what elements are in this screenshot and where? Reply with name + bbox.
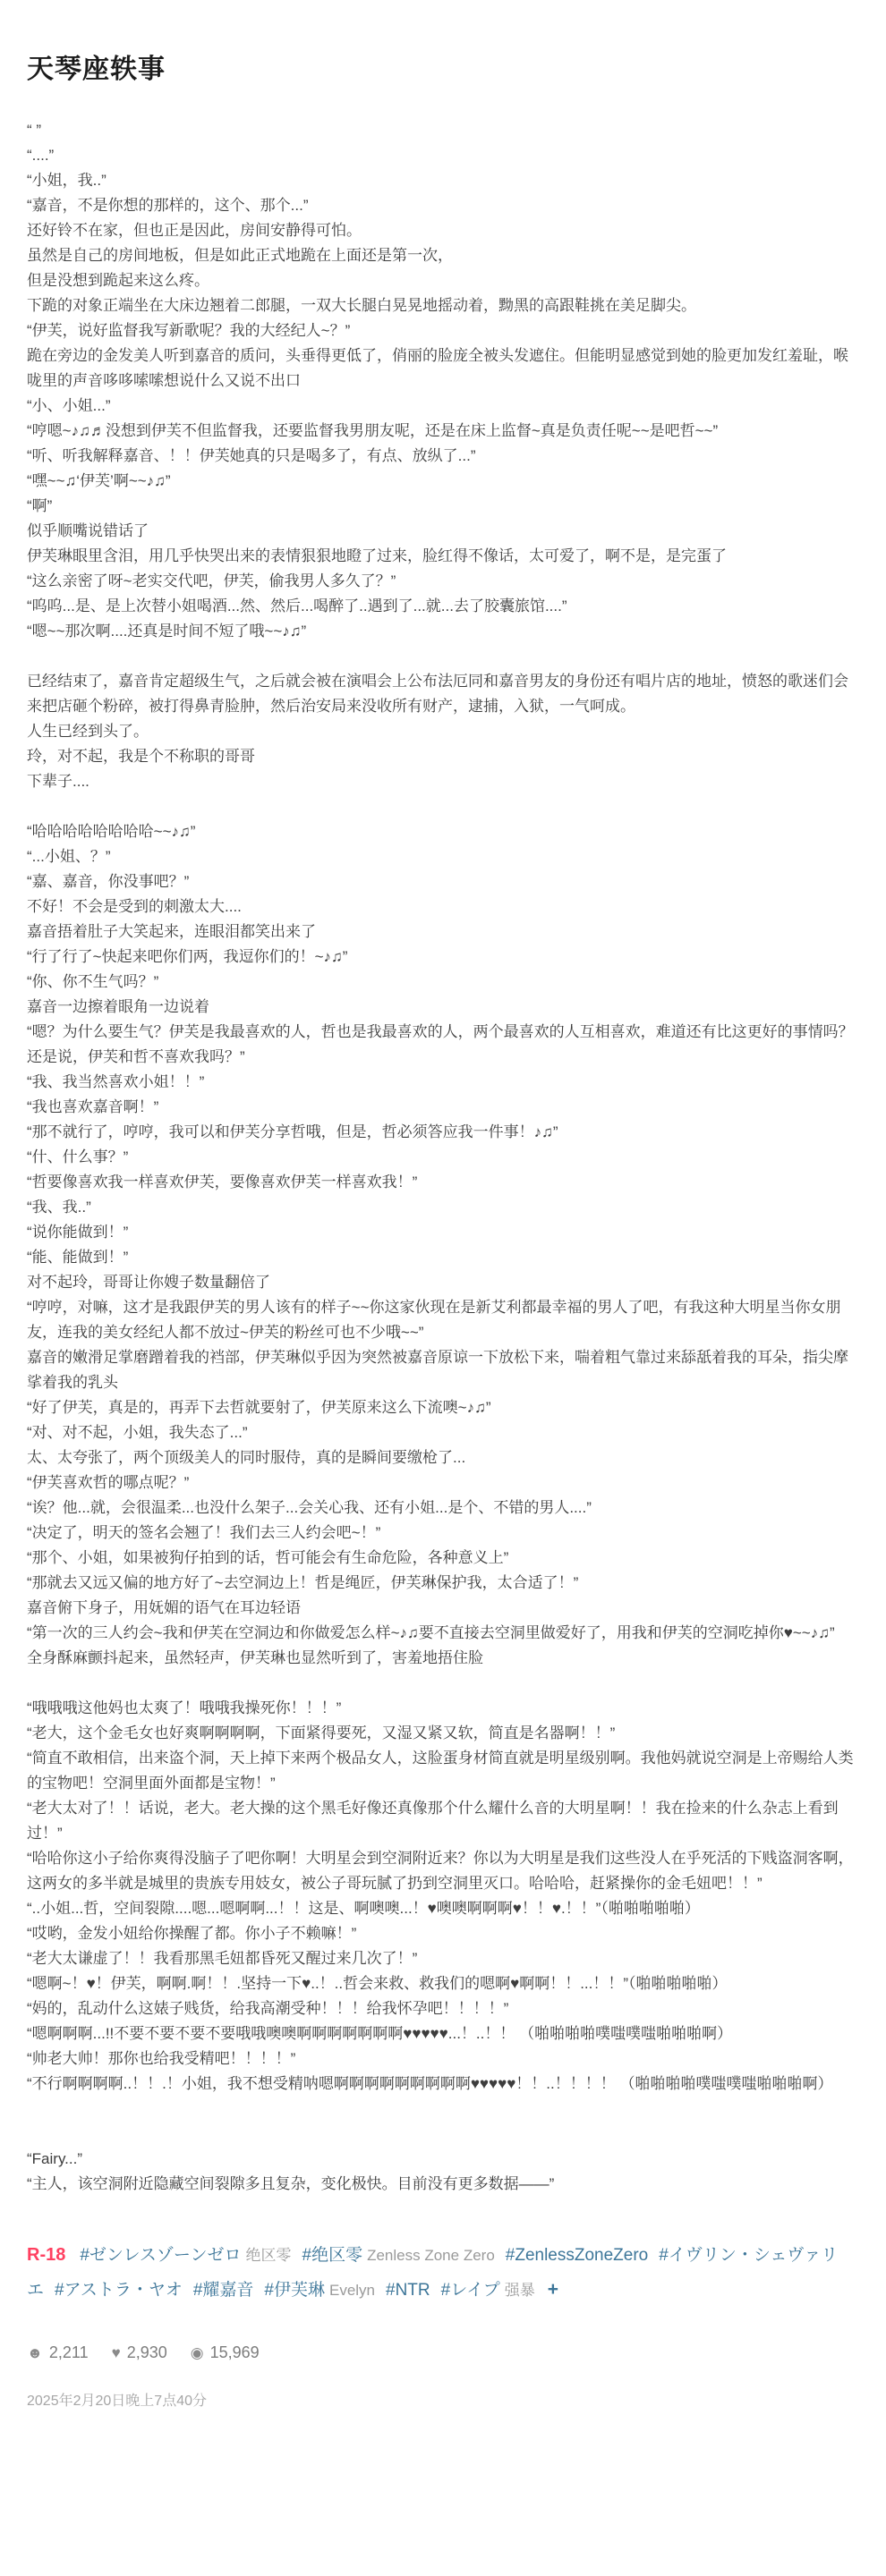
tag-translation: 绝区零: [245, 2247, 292, 2264]
tag-item: [441, 2281, 535, 2300]
story-line: [27, 644, 857, 669]
bookmark-count: 2,930: [126, 2343, 167, 2361]
story-line: “嗯？为什么要生气？伊芙是我最喜欢的人，哲也是我最喜欢的人，两个最喜欢的人互相喜欢，难道还有比这更好的事情吗？还是说，伊芙和哲不喜欢我吗？”: [27, 1023, 854, 1065]
story-line: 嘉音的嫩滑足掌磨蹭着我的裆部，伊芙琳似乎因为突然被嘉音原谅一下放松下来，喘着粗气靠过来舔舐着我的耳朵，指尖摩挲着我的乳头: [27, 1349, 848, 1391]
tag-link[interactable]: #伊芙琳: [264, 2281, 325, 2300]
story-line: 人生已经到头了。: [27, 723, 149, 740]
story-line: “嘉音，不是你想的那样的，这个、那个...”: [27, 197, 309, 214]
story-line: “简直不敢相信，出来盗个洞，天上掉下来两个极品女人，这脸蛋身材简直就是明星级别啊。我他妈就说空洞是上帝赐给人类的宝物吧！空洞里面外面都是宝物！”: [27, 1750, 854, 1792]
story-line: “嗯啊啊啊...!!不要不要不要不要哦哦噢噢啊啊啊啊啊啊啊♥♥♥♥♥...！..！！ （啪啪啪啪噗嗤噗嗤啪啪啪啊）: [27, 2025, 733, 2042]
tag-link[interactable]: #イヴリン・シェヴァリエ: [27, 2246, 839, 2300]
heart-icon: ♥: [111, 2343, 121, 2361]
tag-item: [506, 2246, 648, 2265]
story-line: “哎哟，金发小妞给你操醒了都。你小子不赖嘛！”: [27, 1925, 357, 1942]
tag-link[interactable]: #NTR: [386, 2281, 430, 2300]
story-line: “能、能做到！”: [27, 1249, 129, 1266]
story-line: “...小姐、？”: [27, 848, 111, 865]
story-line: [27, 2122, 857, 2147]
story-line: “老大，这个金毛女也好爽啊啊啊啊，下面紧得要死，又湿又紧又软，简直是名器啊！！”: [27, 1724, 616, 1741]
story-line: “帅老大帅！那你也给我受精吧！！！！”: [27, 2050, 296, 2067]
story-line: “听、听我解释嘉音、！！伊芙她真的只是喝多了，有点、放纵了...”: [27, 447, 476, 464]
story-line: “你、你不生气吗？”: [27, 973, 159, 990]
story-line: 不好！不会是受到的刺激太大....: [27, 898, 242, 915]
reaction-stat: [27, 2343, 89, 2362]
story-line: “啊”: [27, 497, 53, 514]
story-line: “老大太对了！！话说，老大。老大操的这个黑毛好像还真像那个什么耀什么音的大明星啊！！我在捡来的什么杂志上看到过！”: [27, 1800, 839, 1842]
tag-link[interactable]: #レイプ: [440, 2281, 500, 2300]
story-line: “诶？他...就，会很温柔...也没什么架子...会关心我、还有小姐...是个、不错的男人....”: [27, 1499, 592, 1516]
story-line: 下跪的对象正端坐在大床边翘着二郎腿，一双大长腿白晃晃地摇动着，黝黑的高跟鞋挑在美足脚尖。: [27, 297, 696, 314]
story-line: “好了伊芙，真是的，再弄下去哲就要射了，伊芙原来这么下流噢~♪♫”: [27, 1399, 491, 1416]
story-line: “小、小姐...”: [27, 397, 111, 414]
story-line: “嘿~~♫‘伊芙’啊~~♪♫”: [27, 472, 171, 489]
tag-item: [193, 2281, 254, 2300]
page-title: 天琴座轶事: [27, 55, 166, 84]
story-line: “我也喜欢嘉音啊！”: [27, 1098, 159, 1115]
story-line: “第一次的三人约会~我和伊芙在空洞边和你做爱怎么样~♪♫要不直接去空洞里做爱好了，用我和伊芙的空洞吃掉你♥~~♪♫”: [27, 1624, 835, 1641]
story-line: 嘉音一边擦着眼角一边说着: [27, 998, 209, 1015]
tag-translation: Zenless Zone Zero: [367, 2247, 495, 2264]
story-line: “哲要像喜欢我一样喜欢伊芙，要像喜欢伊芙一样喜欢我！”: [27, 1174, 418, 1191]
eye-icon: ◉: [190, 2343, 204, 2361]
tag-item: [264, 2281, 375, 2300]
tag-translation: 强暴: [504, 2282, 535, 2299]
tag-link[interactable]: #耀嘉音: [192, 2281, 254, 2300]
story-line: “决定了，明天的签名会翘了！我们去三人约会吧~！”: [27, 1524, 381, 1541]
story-line: “老大太谦虚了！！我看那黑毛妞都昏死又醒过来几次了！”: [27, 1950, 418, 1967]
story-line: 对不起玲，哥哥让你嫂子数量翻倍了: [27, 1274, 270, 1291]
story-line: “Fairy...”: [27, 2150, 83, 2167]
tag-list: [27, 2238, 857, 2308]
views-count: 15,969: [209, 2343, 260, 2361]
story-line: 还好铃不在家，但也正是因此，房间安静得可怕。: [27, 222, 362, 239]
story-line: [27, 794, 857, 819]
story-line: “哈哈哈哈哈哈哈哈~~♪♫”: [27, 823, 196, 840]
story-line: “不行啊啊啊啊..！！.！小姐，我不想受精呐嗯啊啊啊啊啊啊啊啊啊♥♥♥♥♥！！..！！！！ （啪啪啪啪噗嗤噗嗤啪啪啪啊）: [27, 2075, 833, 2092]
story-line: “哦哦哦这他妈也太爽了！哦哦我操死你！！！”: [27, 1699, 342, 1716]
story-line: “这么亲密了呀~老实交代吧，伊芙，偷我男人多久了？”: [27, 572, 396, 589]
tag-link[interactable]: #绝区零: [302, 2246, 363, 2265]
tag-link[interactable]: #ZenlessZoneZero: [505, 2246, 649, 2265]
story-line: 全身酥麻颤抖起来，虽然轻声，伊芙琳也显然听到了，害羞地捂住脸: [27, 1649, 483, 1666]
story-line: [27, 2097, 857, 2122]
story-line: “ ”: [27, 122, 42, 139]
bookmark-stat: [112, 2343, 167, 2362]
story-line: “说你能做到！”: [27, 1224, 129, 1241]
post-date: 2025年2月20日晚上7点40分: [27, 2394, 207, 2409]
story-line: “哈哈你这小子给你爽得没脑子了吧你啊！大明星会到空洞附近来？你以为大明星是我们这些没人在乎死活的下贱盗洞客啊，这两女的多半就是城里的贵族专用妓女，被公子哥玩腻了扔到空洞里灭口。哈哈哈，赶紧操你的金毛妞吧！！”: [27, 1850, 854, 1892]
views-stat: [191, 2343, 260, 2362]
story-line: “....”: [27, 147, 55, 164]
story-line: “嗯啊~！♥！伊芙，啊啊.啊！！.坚持一下♥..！..哲会来救、救我们的嗯啊♥啊啊！！...！！”（啪啪啪啪啪）: [27, 1975, 728, 1992]
story-line: “我、我..”: [27, 1199, 91, 1216]
story-line: “哼嗯~♪♫♬没想到伊芙不但监督我，还要监督我男朋友呢，还是在床上监督~真是负责任呢~~是吧哲~~”: [27, 422, 719, 439]
tag-item: [302, 2246, 495, 2265]
story-line: “主人，该空洞附近隐藏空间裂隙多且复杂，变化极快。目前没有更多数据——”: [27, 2175, 555, 2192]
story-line: “对、对不起，小姐，我失态了...”: [27, 1424, 248, 1441]
reaction-count: 2,211: [48, 2343, 89, 2361]
story-line: 嘉音捂着肚子大笑起来，连眼泪都笑出来了: [27, 923, 316, 940]
story-line: “行了行了~快起来吧你们两，我逗你们的！~♪♫”: [27, 948, 348, 965]
story-line: 已经结束了，嘉音肯定超级生气，之后就会被在演唱会上公布法厄同和嘉音男友的身份还有唱片店的地址，愤怒的歌迷们会来把店砸个粉碎，被打得鼻青脸肿，然后治安局来没收所有财产，逮捕，入狱，一气呵成。: [27, 673, 848, 715]
tag-link[interactable]: #ゼンレスゾーンゼロ: [80, 2246, 242, 2265]
tag-item: [80, 2246, 291, 2265]
story-line: “嗯~~那次啊....还真是时间不短了哦~~♪♫”: [27, 623, 307, 640]
tag-translation: Evelyn: [328, 2282, 376, 2299]
story-line: 玲，对不起，我是个不称职的哥哥: [27, 748, 255, 765]
story-line: “我、我当然喜欢小姐！！”: [27, 1073, 205, 1090]
add-tag-button[interactable]: +: [547, 2279, 558, 2300]
story-line: “伊芙，说好监督我写新歌呢？我的大经纪人~？”: [27, 322, 351, 339]
story-line: 虽然是自己的房间地板，但是如此正式地跪在上面还是第一次，: [27, 247, 453, 264]
story-line: “小姐，我..”: [27, 172, 106, 189]
tag-item: [386, 2281, 430, 2300]
smiley-icon: ☻: [27, 2343, 43, 2361]
story-line: “妈的，乱动什么这婊子贱货，给我高潮受种！！！给我怀孕吧！！！！”: [27, 2000, 509, 2017]
tag-link[interactable]: #アストラ・ヤオ: [55, 2281, 183, 2300]
story-line: “那个、小姐，如果被狗仔拍到的话，哲可能会有生命危险，各种意义上”: [27, 1549, 509, 1566]
story-body: [27, 118, 857, 2197]
story-line: “什、什么事？”: [27, 1148, 129, 1165]
story-line: “那就去又远又偏的地方好了~去空洞边上！哲是绳匠，伊芙琳保护我，太合适了！”: [27, 1574, 579, 1591]
stats-bar: [27, 2343, 857, 2362]
story-line: 下辈子....: [27, 773, 89, 790]
story-line: “..小姐...哲，空间裂隙....嗯...嗯啊啊...！！这是、啊噢噢...！♥噢噢啊啊啊♥！！♥.！！”（啪啪啪啪啪）: [27, 1900, 700, 1917]
story-line: 伊芙琳眼里含泪，用几乎快哭出来的表情狠狠地瞪了过来，脸红得不像话，太可爱了，啊不是，是完蛋了: [27, 547, 727, 564]
story-line: “呜呜...是、是上次替小姐喝酒...然、然后...喝醉了..遇到了...就...去了胶囊旅馆....”: [27, 597, 567, 614]
story-line: 似乎顺嘴说错话了: [27, 522, 149, 539]
story-line: 嘉音俯下身子，用妩媚的语气在耳边轻语: [27, 1599, 301, 1616]
story-line: “伊芙喜欢哲的哪点呢？”: [27, 1474, 190, 1491]
tag-item: [55, 2281, 183, 2300]
story-line: 太、太夸张了，两个顶级美人的同时服侍，真的是瞬间要缴枪了...: [27, 1449, 466, 1466]
story-line: “嘉、嘉音，你没事吧？”: [27, 873, 190, 890]
story-line: 跪在旁边的金发美人听到嘉音的质问，头垂得更低了，俏丽的脸庞全被头发遮住。但能明显感觉到她的脸更加发红羞耻，喉咙里的声音哆哆嗦嗦想说什么又说不出口: [27, 347, 848, 389]
r18-badge[interactable]: R-18: [27, 2245, 66, 2265]
story-line: “哼哼，对嘛，这才是我跟伊芙的男人该有的样子~~你这家伙现在是新艾利都最幸福的男人了吧，有我这种大明星当你女朋友，连我的美女经纪人都不放过~伊芙的粉丝可也不少哦~~”: [27, 1299, 841, 1341]
story-line: [27, 1671, 857, 1696]
story-line: “那不就行了，哼哼，我可以和伊芙分享哲哦，但是，哲必须答应我一件事！♪♫”: [27, 1123, 558, 1140]
story-line: 但是没想到跪起来这么疼。: [27, 272, 209, 289]
